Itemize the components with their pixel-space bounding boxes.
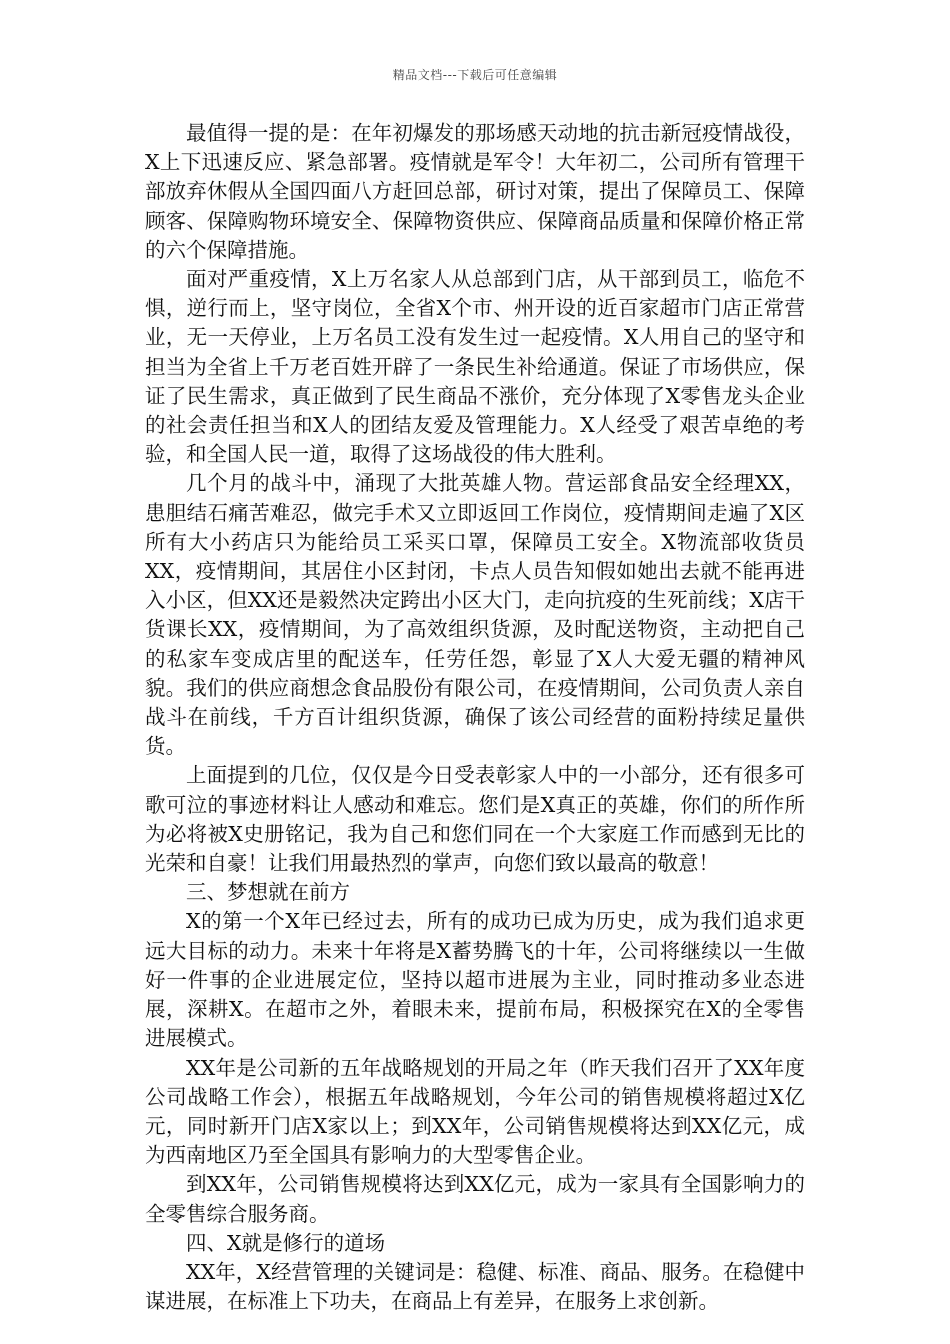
paragraph: 到XX年，公司销售规模将达到XX亿元，成为一家具有全国影响力的全零售综合服务商。 [145, 1172, 805, 1226]
document-body [145, 119, 805, 1316]
section-heading: 四、X就是修行的道场 [186, 1230, 386, 1255]
page-header: 精品文档---下载后可任意编辑 [392, 68, 558, 82]
paragraph: XX年是公司新的五年战略规划的开局之年（昨天我们召开了XX年度公司战略工作会），根据五年战略规划，今年公司的销售规模将超过X亿元，同时新开门店X家以上；到XX年，公司销售规模将达到XX亿元，成为西南地区乃至全国具有影响力的大型零售企业。 [145, 1055, 805, 1168]
paragraph: 上面提到的几位，仅仅是今日受表彰家人中的一小部分，还有很多可歌可泣的事迹材料让人感动和难忘。您们是X真正的英雄，你们的所作所为必将被X史册铭记，我为自己和您们同在一个大家庭工作而感到无比的光荣和自豪！让我们用最热烈的掌声，向您们致以最高的敬意！ [145, 763, 805, 876]
paragraph: XX年，X经营管理的关键词是：稳健、标准、商品、服务。在稳健中谋进展，在标准上下功夫，在商品上有差异，在服务上求创新。 [145, 1259, 805, 1314]
paragraph: 面对严重疫情，X上万名家人从总部到门店，从干部到员工，临危不惧，逆行而上，坚守岗位，全省X个市、州开设的近百家超市门店正常营业，无一天停业，上万名员工没有发生过一起疫情。X人用自己的坚守和担当为全省上千万老百姓开辟了一条民生补给通道。保证了市场供应，保证了民生需求，真正做到了民生商品不涨价，充分体现了X零售龙头企业的社会责任担当和X人的团结友爱及管理能力。X人经受了艰苦卓绝的考验，和全国人民一道，取得了这场战役的伟大胜利。 [145, 267, 805, 467]
section-heading: 三、梦想就在前方 [186, 880, 350, 905]
paragraph: 最值得一提的是：在年初爆发的那场感天动地的抗击新冠疫情战役，X上下迅速反应、紧急部署。疫情就是军令！大年初二，公司所有管理干部放弃休假从全国四面八方赶回总部，研讨对策，提出了保障员工、保障顾客、保障购物环境安全、保障物资供应、保障商品质量和保障价格正常的六个保障措施。 [145, 121, 805, 262]
paragraph: X的第一个X年已经过去，所有的成功已成为历史，成为我们追求更远大目标的动力。未来十年将是X蓄势腾飞的十年，公司将继续以一生做好一件事的企业进展定位，坚持以超市进展为主业，同时推动多业态进展，深耕X。在超市之外，着眼未来，提前布局，积极探究在X的全零售进展模式。 [145, 909, 805, 1051]
paragraph: 几个月的战斗中，涌现了大批英雄人物。营运部食品安全经理XX，患胆结石痛苦难忍，做完手术又立即返回工作岗位，疫情期间走遍了X区所有大小药店只为能给员工采买口罩，保障员工安全。X物流部收货员XX，疫情期间，其居住小区封闭，卡点人员告知假如她出去就不能再进入小区，但XX还是毅然决定跨出小区大门，走向抗疫的生死前线；X店干货课长XX，疫情期间，为了高效组织货源，及时配送物资，主动把自己的私家车变成店里的配送车，任劳任怨，彰显了X人大爱无疆的精神风貌。我们的供应商想念食品股份有限公司，在疫情期间，公司负责人亲自战斗在前线，千方百计组织货源，确保了该公司经营的面粉持续足量供货。 [145, 471, 805, 759]
